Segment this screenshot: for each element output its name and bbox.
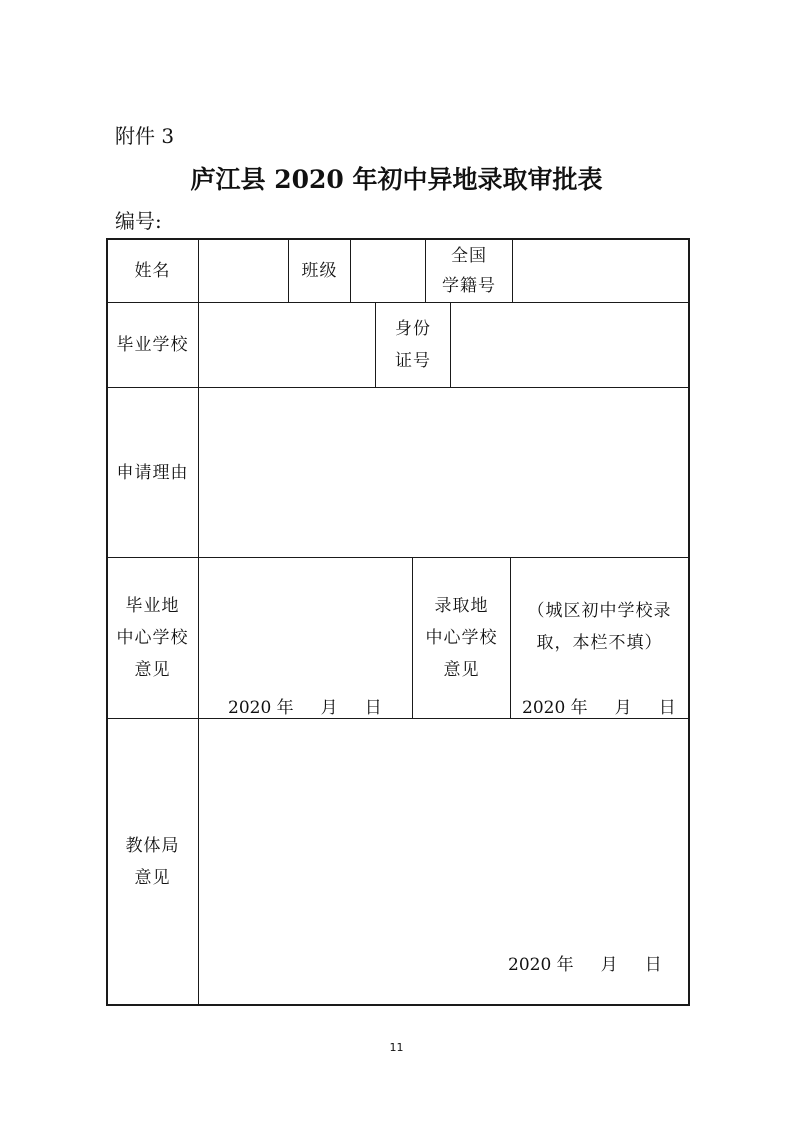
national-student-id-label <box>426 239 512 302</box>
class-label: 班级 <box>301 260 338 281</box>
id-card-number-field[interactable] <box>451 303 688 387</box>
class-field[interactable] <box>351 239 425 302</box>
grad-center-label-line2: 中心学校 <box>116 628 189 648</box>
graduation-center-date: 2020 年 月 日 <box>228 698 382 718</box>
admission-center-date: 2020 年 月 日 <box>522 698 676 718</box>
serial-number-label: 编号: <box>115 209 162 233</box>
graduation-school-field[interactable] <box>199 303 375 387</box>
admit-center-label-line3: 意见 <box>443 660 480 680</box>
id-card-label-line2: 证号 <box>395 351 431 371</box>
name-field[interactable] <box>199 239 288 302</box>
name-label: 姓名 <box>134 260 171 281</box>
admission-center-school-opinion-label <box>413 558 510 718</box>
id-card-label-line1: 身份 <box>395 319 431 339</box>
urban-note-line2: 取，本栏不填） <box>536 633 663 653</box>
table-border-right <box>688 238 690 1005</box>
urban-note-line1: （城区初中学校录 <box>527 601 672 621</box>
id-card-number-label <box>376 303 450 387</box>
bureau-label-line1: 教体局 <box>125 835 180 856</box>
admit-center-label-line2: 中心学校 <box>425 628 498 648</box>
grad-center-label-line1: 毕业地 <box>125 596 180 616</box>
national-student-id-field[interactable] <box>513 239 688 302</box>
form-title: 庐江县 2020 年初中异地录取审批表 <box>190 165 603 194</box>
grad-center-label-line3: 意见 <box>134 660 171 680</box>
page-number: 11 <box>389 1041 404 1054</box>
graduation-center-school-opinion-label <box>107 558 198 718</box>
application-reason-label: 申请理由 <box>116 462 189 483</box>
bureau-label-line2: 意见 <box>134 867 171 888</box>
national-id-label-line1: 全国 <box>451 245 487 266</box>
attachment-label: 附件 3 <box>115 124 175 148</box>
graduation-school-label: 毕业学校 <box>116 335 189 355</box>
education-bureau-date: 2020 年 月 日 <box>508 955 662 975</box>
admit-center-label-line1: 录取地 <box>434 596 489 616</box>
application-reason-field[interactable] <box>199 388 688 557</box>
national-id-label-line2: 学籍号 <box>442 275 496 296</box>
table-border-bottom <box>106 1004 690 1006</box>
urban-school-note <box>511 595 688 659</box>
education-bureau-opinion-label <box>107 719 198 1004</box>
